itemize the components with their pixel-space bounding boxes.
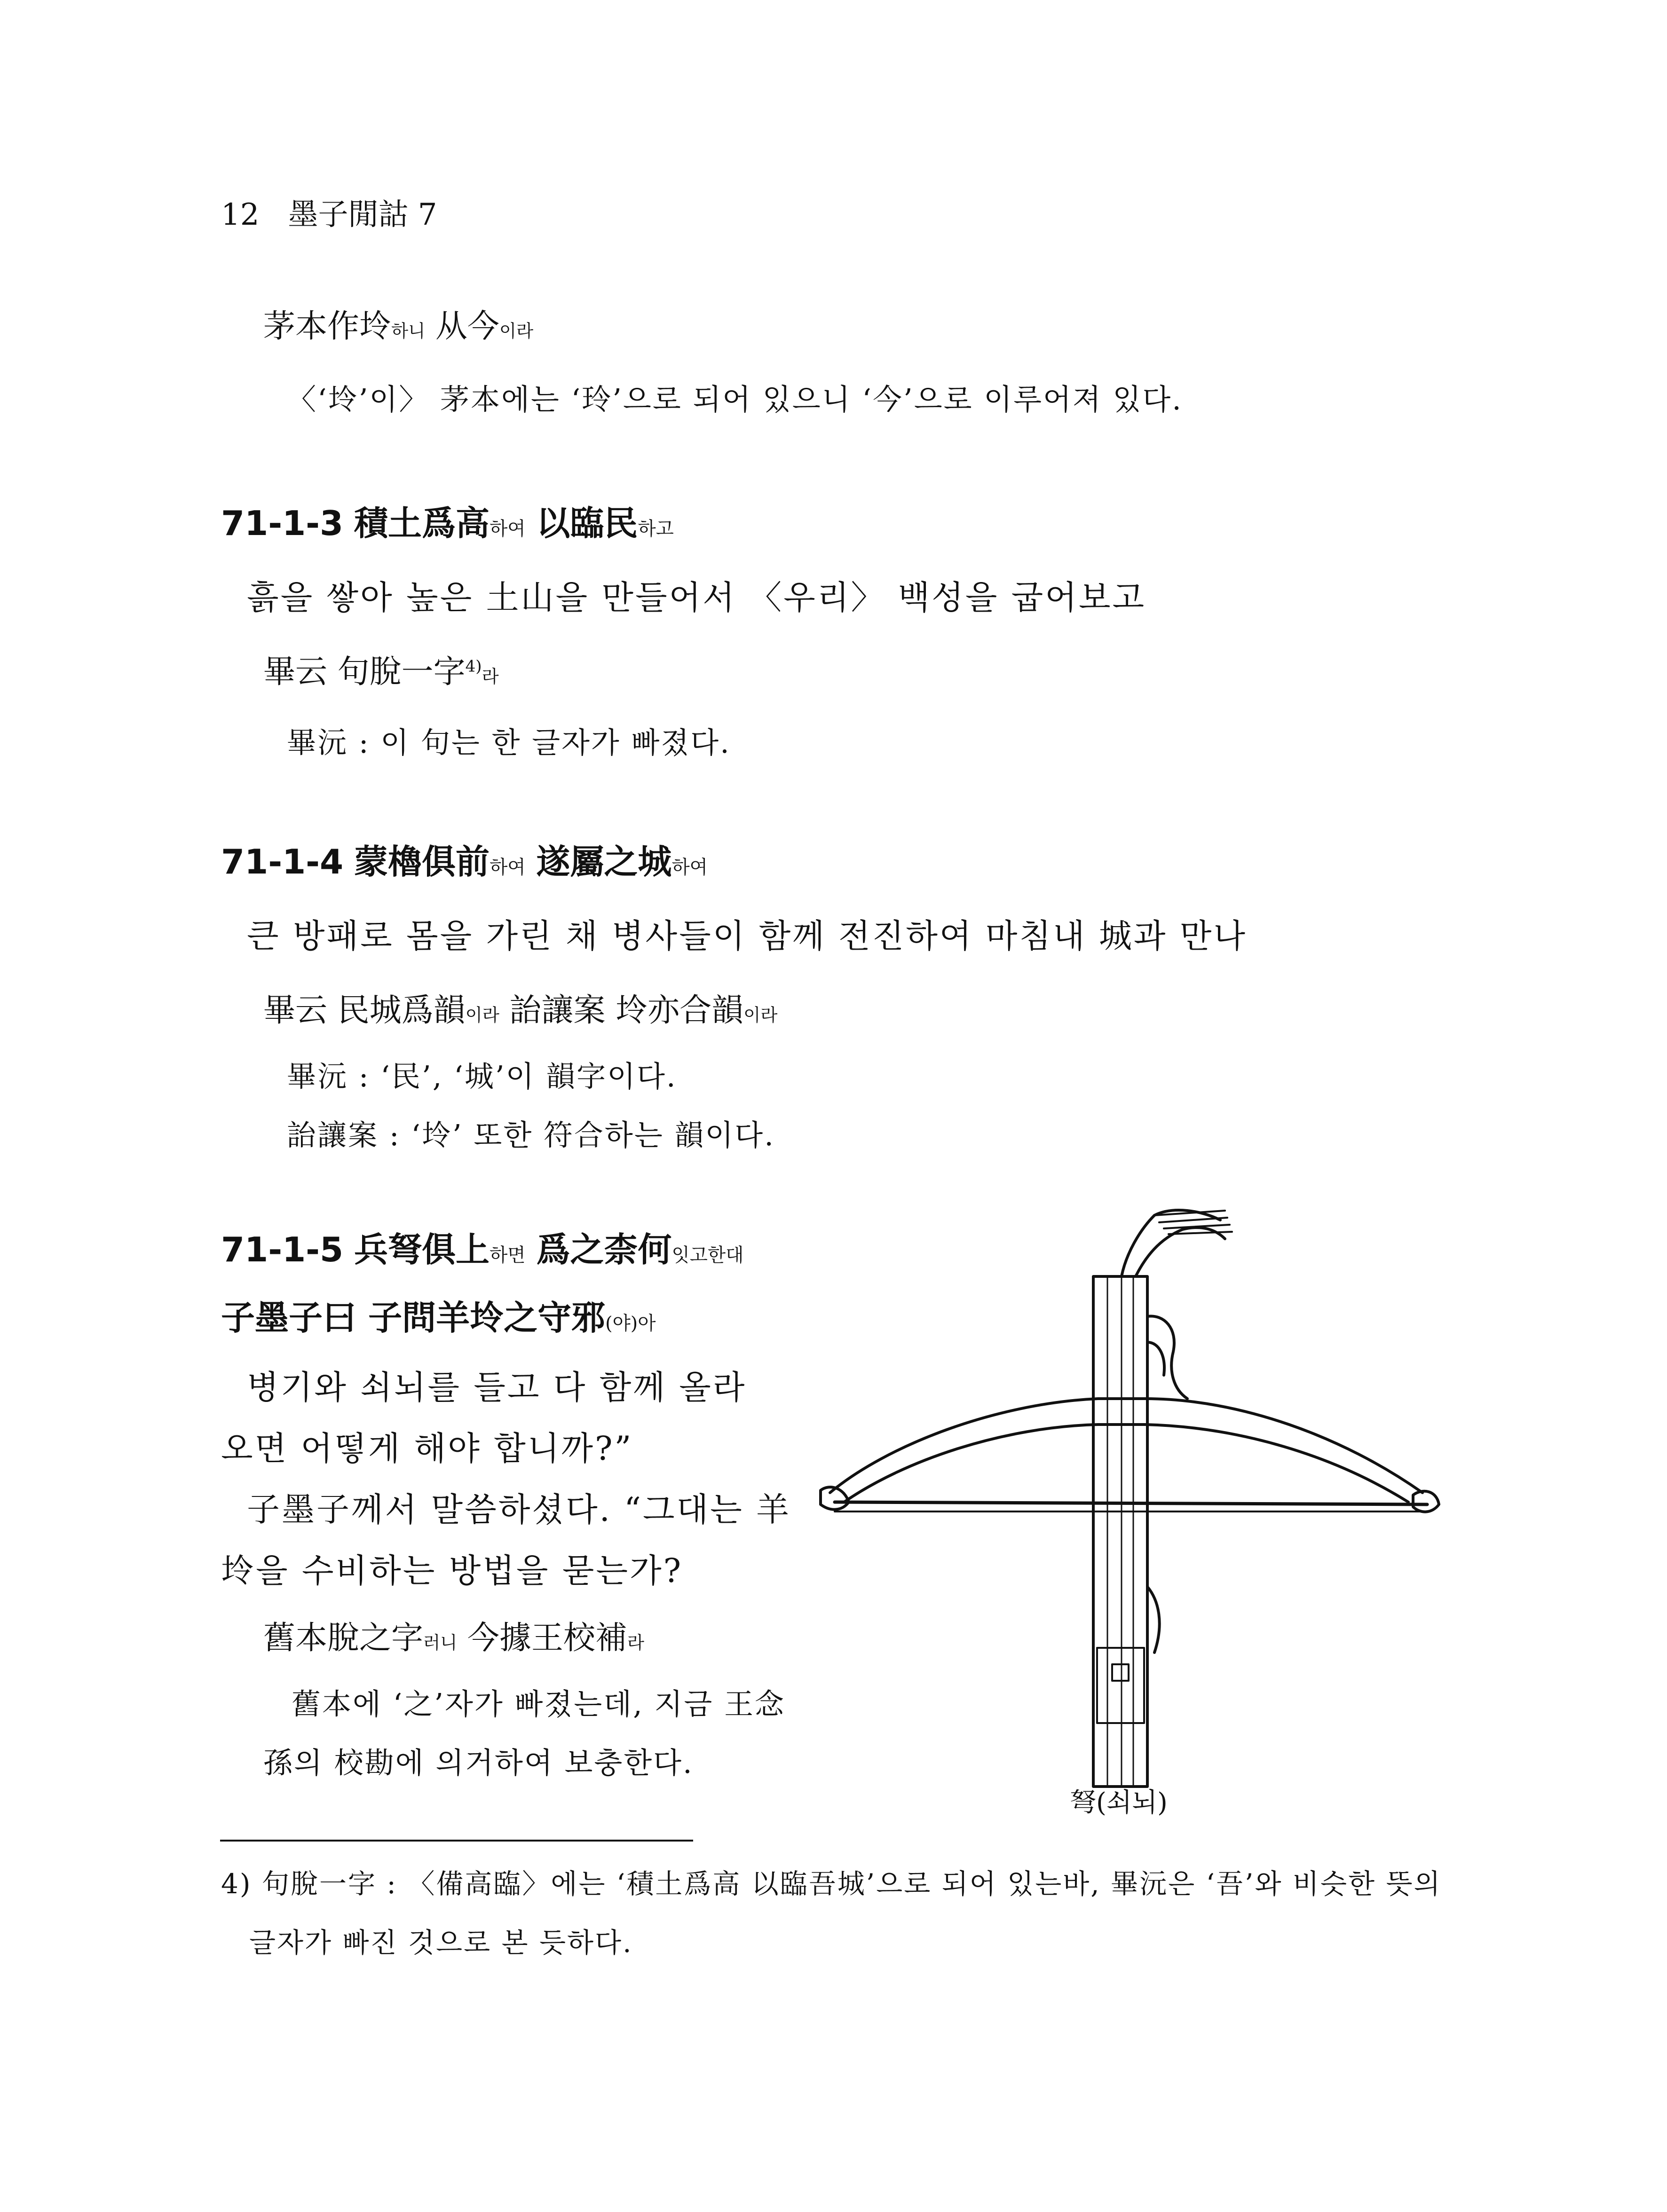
footnote-line: 글자가 빠진 것으로 본 듯하다. bbox=[249, 1927, 633, 1959]
page-number: 12 bbox=[221, 197, 260, 232]
footnote-rule bbox=[220, 1840, 693, 1842]
translation-text: 흙을 쌓아 높은 土山을 만들어서 〈우리〉 백성을 굽어보고 bbox=[247, 578, 1146, 617]
translation-line: 병기와 쇠뇌를 들고 다 함께 올라 bbox=[247, 1368, 747, 1407]
footnote-ref: 4) bbox=[465, 657, 482, 676]
commentary-source: 舊本脫之字러니 今據王校補라 bbox=[263, 1620, 645, 1657]
tassel bbox=[1122, 1210, 1220, 1276]
book-title: 墨子閒詁 7 bbox=[288, 197, 437, 232]
translation-line: 子墨子께서 말씀하셨다. “그대는 羊 bbox=[247, 1490, 791, 1529]
commentary-translation: 畢沅 : ‘民’, ‘城’이 韻字이다. bbox=[287, 1059, 677, 1094]
commentary-translation: 畢沅 : 이 句는 한 글자가 빠졌다. bbox=[287, 725, 731, 760]
source-line: 茅本作坽하니 从今이라 bbox=[263, 308, 534, 345]
commentary-translation: 舊本에 ‘之’자가 빠졌는데, 지금 王念 bbox=[292, 1687, 785, 1721]
section-heading-71-1-3: 71-1-3 積土爲高하여 以臨民하고 bbox=[221, 503, 674, 543]
crossbow-stock bbox=[1093, 1276, 1147, 1787]
figure-caption: 弩(쇠뇌) bbox=[1070, 1787, 1168, 1818]
translation-line: 오면 어떻게 해야 합니까?” bbox=[221, 1429, 633, 1468]
section-number: 71-1-5 bbox=[221, 1230, 344, 1269]
translation-line: 坽을 수비하는 방법을 묻는가? bbox=[221, 1551, 683, 1590]
translation-text: 큰 방패로 몸을 가린 채 병사들이 함께 전진하여 마침내 城과 만나 bbox=[247, 917, 1248, 955]
running-header bbox=[221, 190, 437, 234]
bow-limb bbox=[830, 1399, 1422, 1493]
footnote-line: 4) 句脫一字 : 〈備高臨〉에는 ‘積土爲高 以臨吾城’으로 되어 있는바, 畢沅은 ‘吾’와 비슷한 뜻의 bbox=[221, 1868, 1442, 1900]
bow-string bbox=[835, 1502, 1427, 1504]
source-line: 子墨子曰 子問羊坽之守邪(야)아 bbox=[221, 1298, 656, 1338]
commentary-source: 畢云 民城爲韻이라 詒讓案 坽亦合韻이라 bbox=[263, 992, 778, 1029]
crossbow-illustration bbox=[816, 1201, 1441, 1817]
source-translation: 〈‘坽’이〉 茅本에는 ‘玲’으로 되어 있으니 ‘今’으로 이루어져 있다. bbox=[287, 382, 1183, 417]
commentary-translation: 孫의 校勘에 의거하여 보충한다. bbox=[263, 1746, 694, 1780]
commentary-translation: 詒讓案 : ‘坽’ 또한 符合하는 韻이다. bbox=[287, 1118, 775, 1152]
commentary-source: 畢云 句脫一字$^{4)}$라 bbox=[263, 653, 499, 691]
section-heading-71-1-5: 71-1-5 兵弩俱上하면 爲之柰何잇고한대 bbox=[221, 1229, 744, 1269]
section-heading-71-1-4: 71-1-4 蒙櫓俱前하여 遂屬之城하여 bbox=[221, 842, 708, 882]
section-number: 71-1-3 bbox=[221, 504, 344, 543]
section-number: 71-1-4 bbox=[221, 842, 344, 882]
